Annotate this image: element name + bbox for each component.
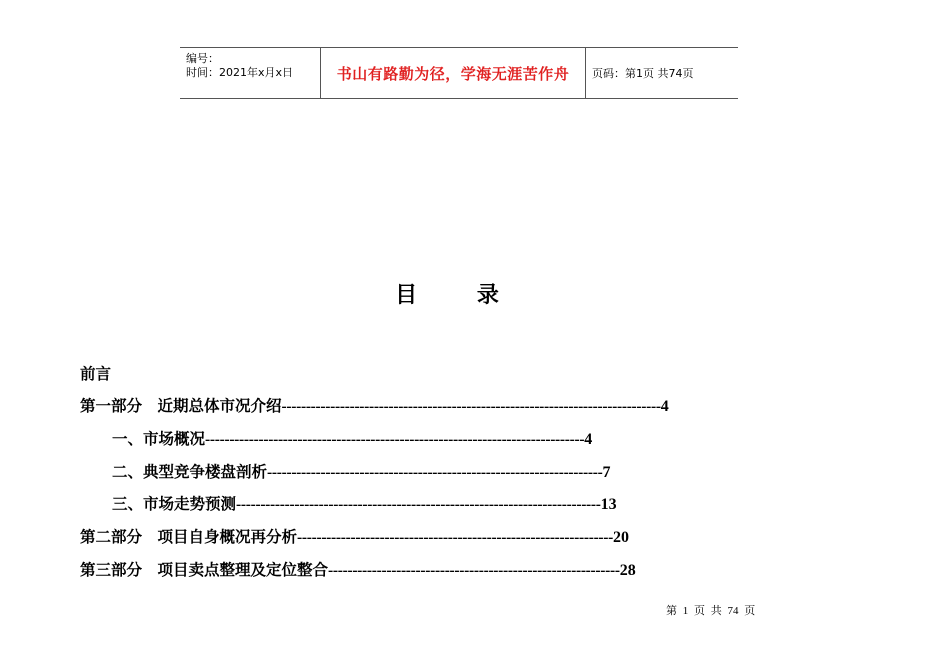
toc-entry-text: 第二部分 项目自身概况再分析 [80,528,298,546]
toc-leader-dots: --------------------------------------------------------------------- [267,464,603,481]
toc-page-number: 4 [584,431,593,448]
toc-entry-text: 第一部分 近期总体市况介绍 [80,397,282,415]
toc-leader-dots: ----------------------------------------------------------------- [297,529,614,546]
toc-entry-1-2[interactable] [112,460,610,484]
toc-entry-1-3[interactable] [112,492,617,516]
toc-entry-text: 三、市场走势预测 [112,495,237,513]
toc-leader-dots: ------------------------------------------------------------------------------ [205,431,585,448]
toc-leader-dots: ------------------------------------------------------------------------------ [281,398,661,415]
toc-entry-part3[interactable] [80,558,636,582]
toc-leader-dots: --------------------------------------------------------------------------- [236,496,601,513]
toc-title: 目 录 [395,283,525,308]
toc-entry-1-1[interactable] [112,427,592,451]
toc-leader-dots: ------------------------------------------------------------ [328,562,620,579]
toc-entry-preface[interactable] [80,362,111,386]
toc-entry-part1[interactable] [80,394,669,418]
time-label: 时间：2021年x月x日 [186,66,294,79]
toc-page-number: 4 [660,398,669,415]
toc-entry-text: 二、典型竞争楼盘剖析 [112,463,268,481]
toc-entry-text: 前言 [80,365,112,383]
toc-page-number: 7 [602,464,611,481]
header-page-info: 页码：第1页 共74页 [592,67,694,80]
toc-entry-text: 一、市场概况 [112,430,206,448]
toc-entry-text: 第三部分 项目卖点整理及定位整合 [80,561,329,579]
toc-page-number: 20 [613,529,630,546]
toc-page-number: 13 [600,496,617,513]
page-footer: 第 1 页 共 74 页 [666,605,756,617]
header-motto: 书山有路勤为径，学海无涯苦作舟 [321,48,586,98]
header-meta [180,48,321,98]
toc-page-number: 28 [619,562,636,579]
number-label: 编号： [186,52,219,65]
page-header [180,47,738,99]
toc-entry-part2[interactable] [80,525,629,549]
